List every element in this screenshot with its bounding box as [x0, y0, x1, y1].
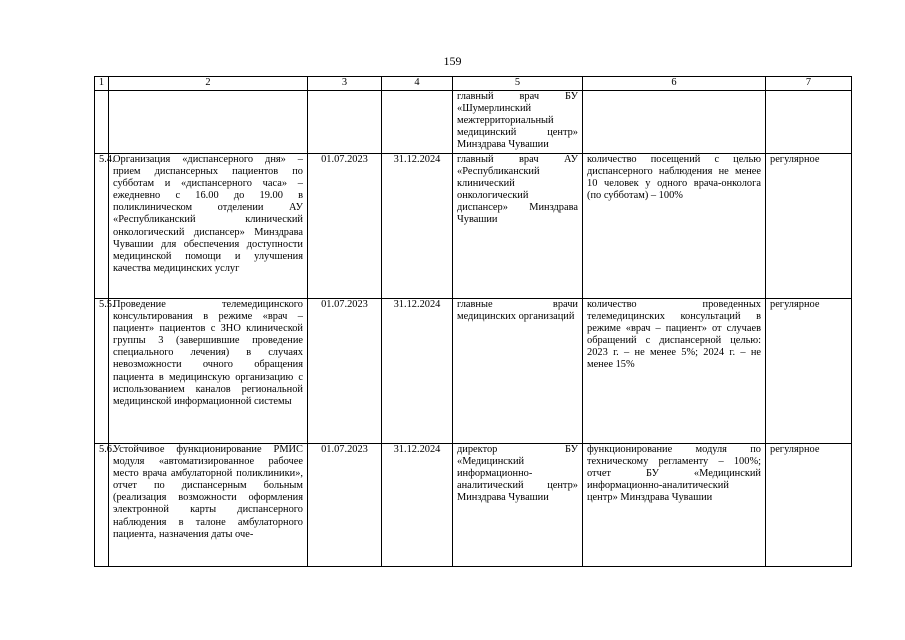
periodicity-cell: регулярное: [766, 154, 852, 299]
end-date-cell: 31.12.2024: [382, 154, 453, 299]
responsible-cell: главный врач БУ «Шумерлинский межтерриториальный медицинский центр» Минздрава Чувашии: [453, 91, 583, 154]
activity-cell: Проведение телемедицинского консультирования в режиме «врач – пациент» пациентов с ЗНО клинической группы 3 (завершившие проведение специального лечения) в случаях невозможности очного обращения пациента в медицинскую организацию с использованием каналов региональной медицинской информационной системы: [109, 299, 308, 444]
indicator-cell: количество посещений с целью диспансерного наблюдения не менее 10 человек у одного врача-онколога (по субботам) – 100%: [583, 154, 766, 299]
indicator-cell: [583, 91, 766, 154]
item-number: 5.6.: [95, 444, 109, 567]
item-number: [95, 91, 109, 154]
table-row: [95, 299, 852, 444]
responsible-cell: директор БУ «Медицинский информационно-аналитический центр» Минздрава Чувашии: [453, 444, 583, 567]
end-date-cell: 31.12.2024: [382, 444, 453, 567]
activity-cell: Организация «диспансерного дня» – прием диспансерных пациентов по субботам и «диспансерного часа» – ежедневно с 16.00 до 19.00 в поликлиническом отделении АУ «Республиканский клинический онкологический диспансер» Минздрава Чувашии для обеспечения доступности медицинской помощи и улучшения качества медицинских услуг: [109, 154, 308, 299]
column-number-row: [95, 77, 852, 91]
column-number: 3: [308, 77, 382, 91]
table-row: [95, 154, 852, 299]
indicator-cell: функционирование модуля по техническому регламенту – 100%; отчет БУ «Медицинский информационно-аналитический центр» Минздрава Чувашии: [583, 444, 766, 567]
activity-cell: [109, 91, 308, 154]
end-date-cell: 31.12.2024: [382, 299, 453, 444]
periodicity-cell: регулярное: [766, 299, 852, 444]
column-number: 6: [583, 77, 766, 91]
page-number: 159: [443, 54, 462, 68]
periodicity-cell: [766, 91, 852, 154]
start-date-cell: 01.07.2023: [308, 444, 382, 567]
responsible-cell: главные врачи медицинских организаций: [453, 299, 583, 444]
activity-cell: Устойчивое функционирование РМИС модуля «автоматизированное рабочее место врача амбулаторной поликлиники», отчет по диспансерным больным (реализация возможности оформления электронной карты диспансерного наблюдения в талоне амбулаторного пациента, назначения даты оче-: [109, 444, 308, 567]
column-number: 7: [766, 77, 852, 91]
table-row-continuation: [95, 91, 852, 154]
responsible-cell: главный врач АУ «Республиканский клинический онкологический диспансер» Минздрава Чувашии: [453, 154, 583, 299]
item-number: 5.4.: [95, 154, 109, 299]
column-number: 4: [382, 77, 453, 91]
indicator-cell: количество проведенных телемедицинских консультаций в режиме «врач – пациент» от случаев обращений с диспансерной целью: 2023 г. – не менее 5%; 2024 г. – не менее 15%: [583, 299, 766, 444]
end-date-cell: [382, 91, 453, 154]
column-number: 5: [453, 77, 583, 91]
start-date-cell: [308, 91, 382, 154]
start-date-cell: 01.07.2023: [308, 154, 382, 299]
start-date-cell: 01.07.2023: [308, 299, 382, 444]
column-number: 1: [95, 77, 109, 91]
column-number: 2: [109, 77, 308, 91]
periodicity-cell: регулярное: [766, 444, 852, 567]
table-row: [95, 444, 852, 567]
item-number: 5.5.: [95, 299, 109, 444]
activity-table: [94, 76, 852, 567]
